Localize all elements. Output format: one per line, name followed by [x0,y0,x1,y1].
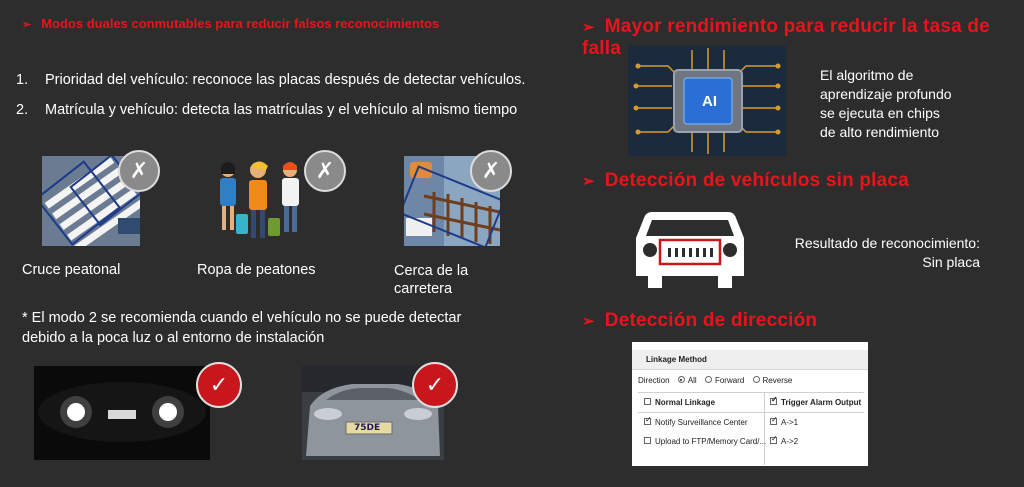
table-row[interactable]: ✓ A->2 [770,437,798,446]
noplate-heading: ➢ Detección de vehículos sin placa [582,170,909,191]
example-label: Cruce peatonal [22,262,121,278]
trigger-alarm-header[interactable]: ✓ Trigger Alarm Output [770,398,861,407]
list-item: 1. Prioridad del vehículo: reconoce las placas después de detectar vehículos. [16,72,526,88]
notify-center-checkbox[interactable] [644,418,651,425]
performance-description: El algoritmo de aprendizaje profundo se ejecuta en chips de alto rendimiento [820,67,952,140]
normal-linkage-checkbox[interactable] [644,398,651,405]
night-car-image [34,366,210,460]
check-badge-icon: ✓ [412,362,458,408]
arrow-bullet-icon: ➢ [582,313,595,330]
alarm-output-2-checkbox[interactable] [770,437,777,444]
ai-chip-image [628,46,786,156]
table-divider [764,393,765,465]
list-item: 2. Matrícula y vehículo: detecta las matrículas y el vehículo al mismo tiempo [16,102,518,118]
x-badge-icon: ✗ [118,150,160,192]
normal-linkage-header[interactable]: Normal Linkage [644,398,715,407]
table-row[interactable]: ✓Notify Surveillance Center [644,418,747,427]
table-row[interactable]: ✓ A->1 [770,418,798,427]
car-front-icon [630,206,750,290]
direction-all-radio[interactable] [678,376,685,383]
performance-heading: ➢ Mayor rendimiento para reducir la tasa de falla [582,16,990,59]
trigger-alarm-checkbox[interactable] [770,398,777,405]
alarm-output-1-checkbox[interactable] [770,418,777,425]
arrow-bullet-icon: ➢ [582,19,595,36]
direction-forward-radio[interactable] [705,376,712,383]
direction-heading: ➢ Detección de dirección [582,310,818,331]
header-separator [638,412,864,413]
check-badge-icon: ✓ [196,362,242,408]
example-label: Cerca de la carretera [394,263,469,297]
arrow-bullet-icon: ➢ [582,173,595,190]
table-row[interactable]: Upload to FTP/Memory Card/... [644,437,766,446]
modes-heading: ➢ Modos duales conmutables para reducir falsos reconocimientos [22,16,440,31]
upload-ftp-checkbox[interactable] [644,437,651,444]
panel-title: Linkage Method [632,350,868,370]
ai-chip-label: AI [702,93,717,110]
x-badge-icon: ✗ [304,150,346,192]
noplate-result: Resultado de reconocimiento: Sin placa [794,235,980,270]
direction-reverse-radio[interactable] [753,376,760,383]
mode-note: * El modo 2 se recomienda cuando el vehículo no se puede detectar debido a la poca luz o al entorno de instalación [22,310,462,346]
linkage-table [638,392,864,464]
pedestrians-image [206,156,316,246]
arrow-bullet-icon: ➢ [22,19,32,31]
direction-row: Direction All Forward Reverse [638,376,793,385]
example-label: Ropa de peatones [197,262,316,278]
x-badge-icon: ✗ [470,150,512,192]
license-plate-text: 75DE [354,423,381,433]
linkage-method-panel [632,342,868,466]
